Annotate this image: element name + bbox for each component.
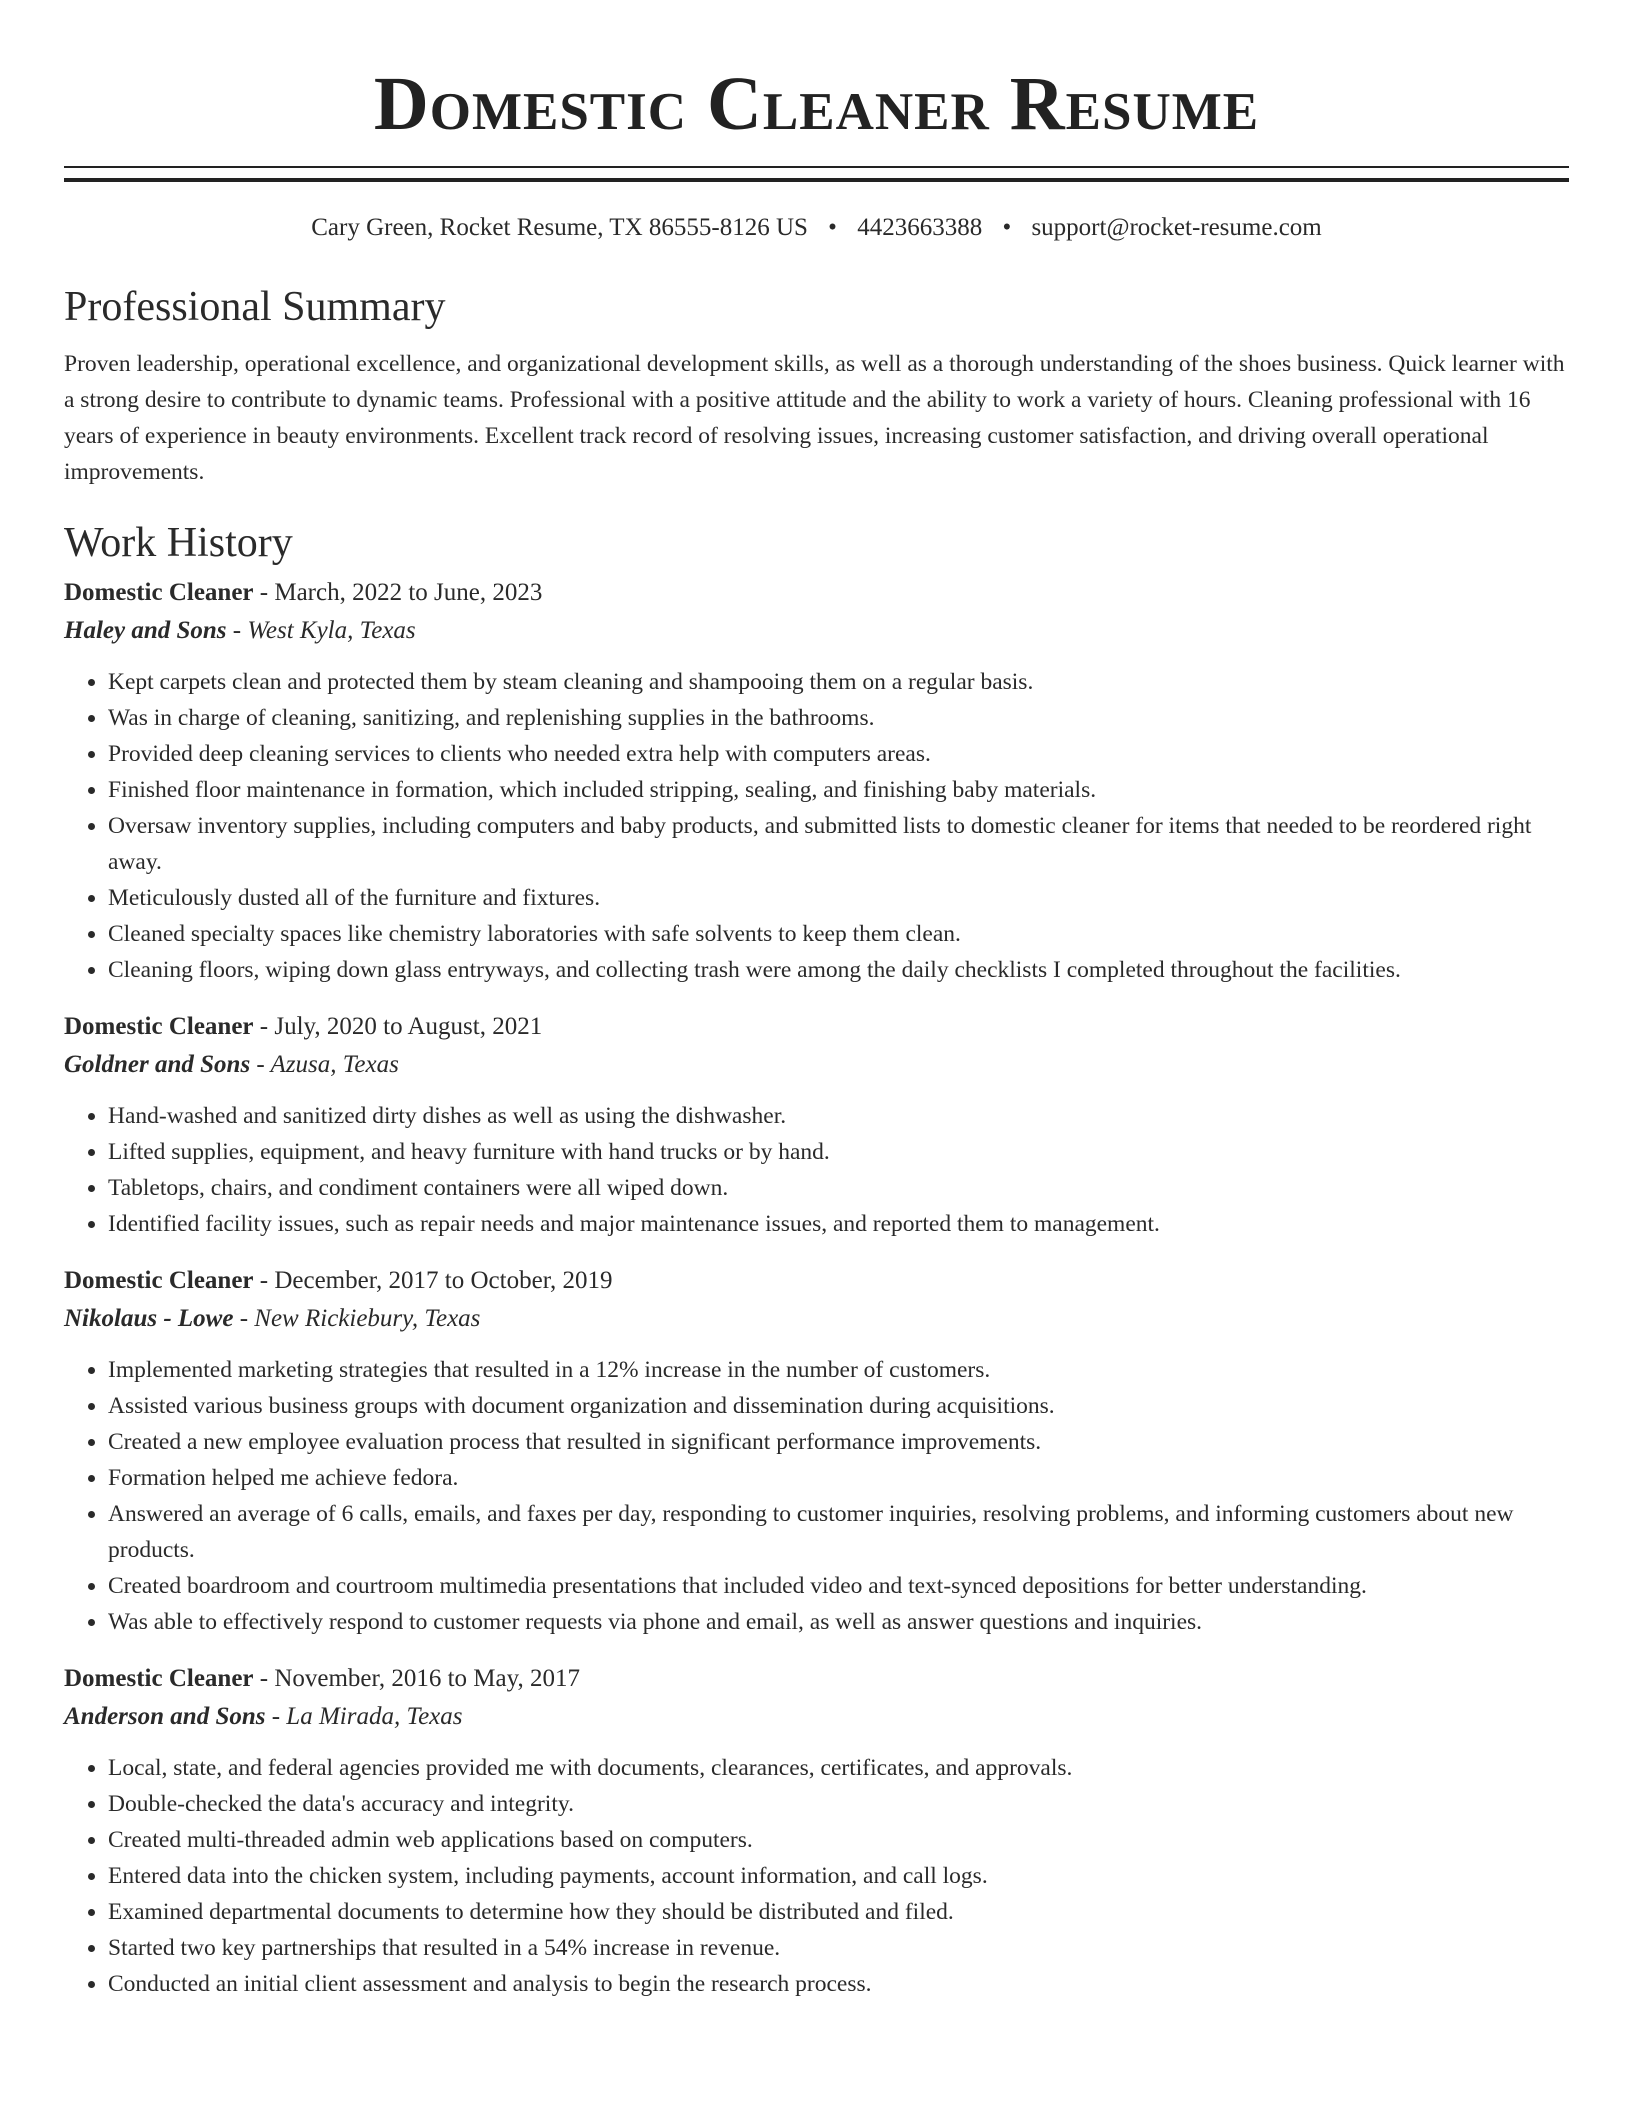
job-entry <box>64 1008 1569 1242</box>
duty-item: • Was in charge of cleaning, sanitizing, and replenishing supplies in the bathrooms. <box>108 700 1569 736</box>
duty-item: • Kept carpets clean and protected them by steam cleaning and shampooing them on a regular basis. <box>108 664 1569 700</box>
duty-item: • Local, state, and federal agencies provided me with documents, clearances, certificates, and approvals. <box>108 1750 1569 1786</box>
employer-name: Goldner and Sons <box>64 1051 251 1078</box>
employer-line <box>64 612 1569 650</box>
employer-location: - New Rickiebury, Texas <box>233 1305 481 1332</box>
resume-title: Domestic Cleaner Resume <box>373 62 1260 146</box>
employer-name: Anderson and Sons <box>64 1703 266 1730</box>
duty-item: • Identified facility issues, such as repair needs and major maintenance issues, and reported them to management. <box>108 1206 1569 1242</box>
job-title: Domestic Cleaner <box>64 1267 254 1294</box>
job-title-line <box>64 1008 1569 1046</box>
job-title-line <box>64 1262 1569 1300</box>
job-dates: - July, 2020 to August, 2021 <box>253 1013 543 1040</box>
duty-item: • Examined departmental documents to determine how they should be distributed and filed. <box>108 1894 1569 1930</box>
job-dates: - November, 2016 to May, 2017 <box>253 1665 581 1692</box>
employer-line <box>64 1300 1569 1338</box>
duty-item: • Created multi-threaded admin web applications based on computers. <box>108 1822 1569 1858</box>
job-title: Domestic Cleaner <box>64 579 254 606</box>
work-history-list <box>64 574 1569 2002</box>
duty-item: • Oversaw inventory supplies, including computers and baby products, and submitted lists to domestic cleaner for items that needed to be reordered right away. <box>108 808 1569 880</box>
employer-name: Nikolaus - Lowe <box>64 1305 234 1332</box>
duty-item: • Was able to effectively respond to customer requests via phone and email, as well as answer questions and inquiries. <box>108 1604 1569 1640</box>
duty-item: • Answered an average of 6 calls, emails, and faxes per day, responding to customer inquiries, resolving problems, and informing customers about new products. <box>108 1496 1569 1568</box>
job-dates: - December, 2017 to October, 2019 <box>253 1267 613 1294</box>
duty-item: • Conducted an initial client assessment and analysis to begin the research process. <box>108 1966 1569 2002</box>
contact-email: support@rocket-resume.com <box>1031 214 1322 241</box>
employer-line <box>64 1046 1569 1084</box>
duty-item: • Created boardroom and courtroom multimedia presentations that included video and text-synced depositions for better understanding. <box>108 1568 1569 1604</box>
employer-name: Haley and Sons <box>64 617 227 644</box>
job-title-line <box>64 574 1569 612</box>
duties-list <box>64 664 1569 988</box>
duty-item: • Created a new employee evaluation process that resulted in significant performance improvements. <box>108 1424 1569 1460</box>
duty-item: • Implemented marketing strategies that resulted in a 12% increase in the number of customers. <box>108 1352 1569 1388</box>
job-title: Domestic Cleaner <box>64 1013 254 1040</box>
job-title: Domestic Cleaner <box>64 1665 254 1692</box>
duty-item: • Formation helped me achieve fedora. <box>108 1460 1569 1496</box>
duty-item: • Assisted various business groups with document organization and dissemination during acquisitions. <box>108 1388 1569 1424</box>
duty-item: • Finished floor maintenance in formation, which included stripping, sealing, and finishing baby materials. <box>108 772 1569 808</box>
duties-list <box>64 1352 1569 1640</box>
duties-list <box>64 1750 1569 2002</box>
duty-item: • Started two key partnerships that resulted in a 54% increase in revenue. <box>108 1930 1569 1966</box>
duty-item: • Tabletops, chairs, and condiment containers were all wiped down. <box>108 1170 1569 1206</box>
employer-line <box>64 1698 1569 1736</box>
duty-item: • Double-checked the data's accuracy and integrity. <box>108 1786 1569 1822</box>
work-history-heading: Work History <box>64 520 293 566</box>
duty-item: • Lifted supplies, equipment, and heavy furniture with hand trucks or by hand. <box>108 1134 1569 1170</box>
job-entry <box>64 1262 1569 1640</box>
contact-phone: 4423663388 <box>857 214 983 241</box>
employer-location: - Azusa, Texas <box>250 1051 399 1078</box>
employer-location: - West Kyla, Texas <box>226 617 416 644</box>
duty-item: • Cleaned specialty spaces like chemistry laboratories with safe solvents to keep them clean. <box>108 916 1569 952</box>
employer-location: - La Mirada, Texas <box>265 1703 463 1730</box>
summary-text: Proven leadership, operational excellence, and organizational development skills, as well as a thorough understanding of the shoes business. Quick learner with a strong desire to contribute to dynamic teams. Professional with a positive attitude and the ability to work a variety of hours. Cleaning professional with 16 years of experience in beauty environments. Excellent track record of resolving issues, increasing customer satisfaction, and driving overall operational improvements. <box>64 351 1565 485</box>
job-title-line <box>64 1660 1569 1698</box>
duty-item: • Entered data into the chicken system, including payments, account information, and call logs. <box>108 1858 1569 1894</box>
duty-item: • Hand-washed and sanitized dirty dishes as well as using the dishwasher. <box>108 1098 1569 1134</box>
contact-separator: • <box>828 214 837 241</box>
job-entry <box>64 1660 1569 2002</box>
duties-list <box>64 1098 1569 1242</box>
duty-item: • Cleaning floors, wiping down glass entryways, and collecting trash were among the daily checklists I completed throughout the facilities. <box>108 952 1569 988</box>
job-entry <box>64 574 1569 988</box>
summary-heading: Professional Summary <box>64 284 446 330</box>
contact-separator: • <box>1002 214 1012 241</box>
duty-item: • Provided deep cleaning services to clients who needed extra help with computers areas. <box>108 736 1569 772</box>
contact-line <box>64 212 1569 244</box>
title-divider <box>64 166 1569 182</box>
contact-address: Cary Green, Rocket Resume, TX 86555-8126 US <box>311 214 808 241</box>
resume-page <box>64 0 1569 2002</box>
job-dates: - March, 2022 to June, 2023 <box>253 579 543 606</box>
duty-item: • Meticulously dusted all of the furniture and fixtures. <box>108 880 1569 916</box>
